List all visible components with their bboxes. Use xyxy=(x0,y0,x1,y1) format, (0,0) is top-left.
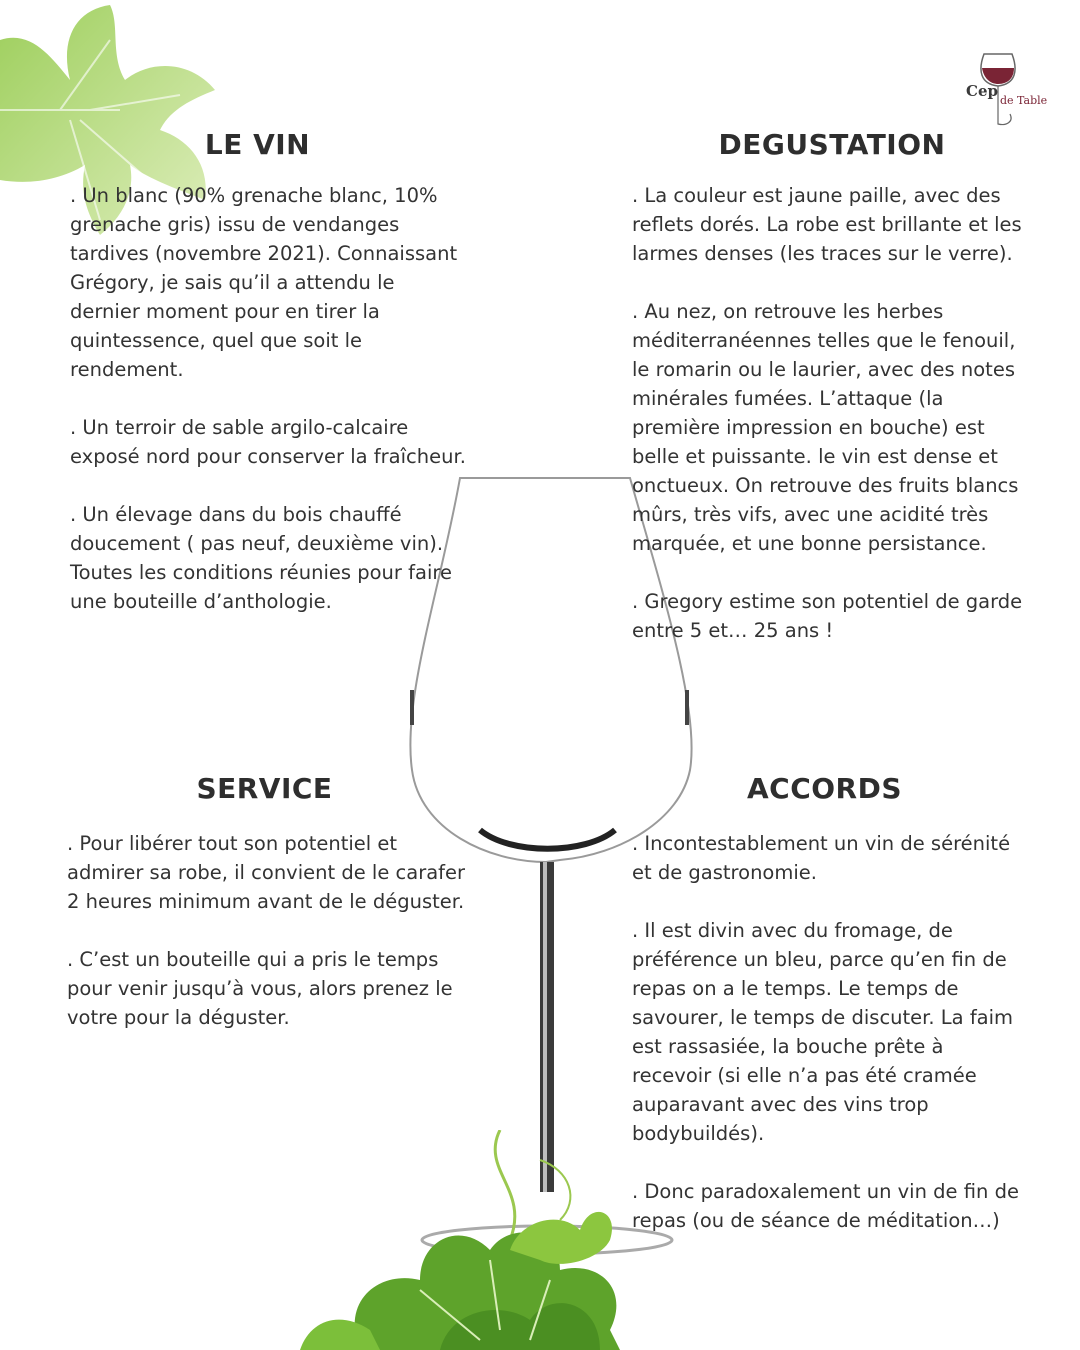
section-accords xyxy=(632,772,1027,1235)
paragraph: . Un élevage dans du bois chauffé doucement ( pas neuf, deuxième vin). Toutes les conditions réunies pour faire une bouteille d’anthologie. xyxy=(70,503,452,613)
section-title-le-vin: LE VIN xyxy=(204,128,311,161)
section-degustation xyxy=(632,128,1032,645)
logo-text-cep: Cep xyxy=(966,82,998,100)
paragraph: . Gregory estime son potentiel de garde entre 5 et… 25 ans ! xyxy=(632,590,1023,642)
section-title-degustation: DEGUSTATION xyxy=(718,128,946,161)
paragraph: . Pour libérer tout son potentiel et admirer sa robe, il convient de le carafer 2 heures minimum avant de le déguster. xyxy=(67,832,466,913)
brand-logo xyxy=(962,46,1054,132)
paragraph: . Donc paradoxalement un vin de fin de repas (ou de séance de méditation…) xyxy=(632,1180,1019,1232)
section-le-vin xyxy=(70,128,470,616)
paragraph: . Un terroir de sable argilo-calcaire exposé nord pour conserver la fraîcheur. xyxy=(70,416,466,468)
paragraph: . Au nez, on retrouve les herbes méditerranéennes telles que le fenouil, le romarin ou le laurier, avec des notes minérales fumées. L’attaque (la première impression en bouche) est belle et puissante. le vin est dense et onctueux. On retrouve des fruits blancs mûrs, très vifs, avec une acidité très marquée, et une bonne persistance. xyxy=(632,300,1019,555)
section-service xyxy=(67,772,467,1032)
section-title-service: SERVICE xyxy=(196,772,333,805)
paragraph: . Un blanc (90% grenache blanc, 10% grenache gris) issu de vendanges tardives (novembre 2021). Connaissant Grégory, je sais qu’il a attendu le dernier moment pour en tirer la quintessence, quel que soit le rendement. xyxy=(70,184,458,381)
paragraph: . Il est divin avec du fromage, de préférence un bleu, parce qu’en fin de repas on a le temps. Le temps de savourer, le temps de discuter. La faim est rassasiée, la bouche prête à recevoir (si elle n’a pas été cramée auparavant avec des vins trop bodybuildés). xyxy=(632,919,1014,1145)
logo-text-de-table: de Table xyxy=(1000,94,1048,107)
paragraph: . Incontestablement un vin de sérénité et de gastronomie. xyxy=(632,832,1011,884)
vine-leaves-icon xyxy=(300,1130,680,1350)
paragraph: . La couleur est jaune paille, avec des reflets dorés. La robe est brillante et les larmes denses (les traces sur le verre). xyxy=(632,184,1022,265)
section-title-accords: ACCORDS xyxy=(746,772,903,805)
paragraph: . C’est un bouteille qui a pris le temps pour venir jusqu’à vous, alors prenez le votre pour la déguster. xyxy=(67,948,453,1029)
